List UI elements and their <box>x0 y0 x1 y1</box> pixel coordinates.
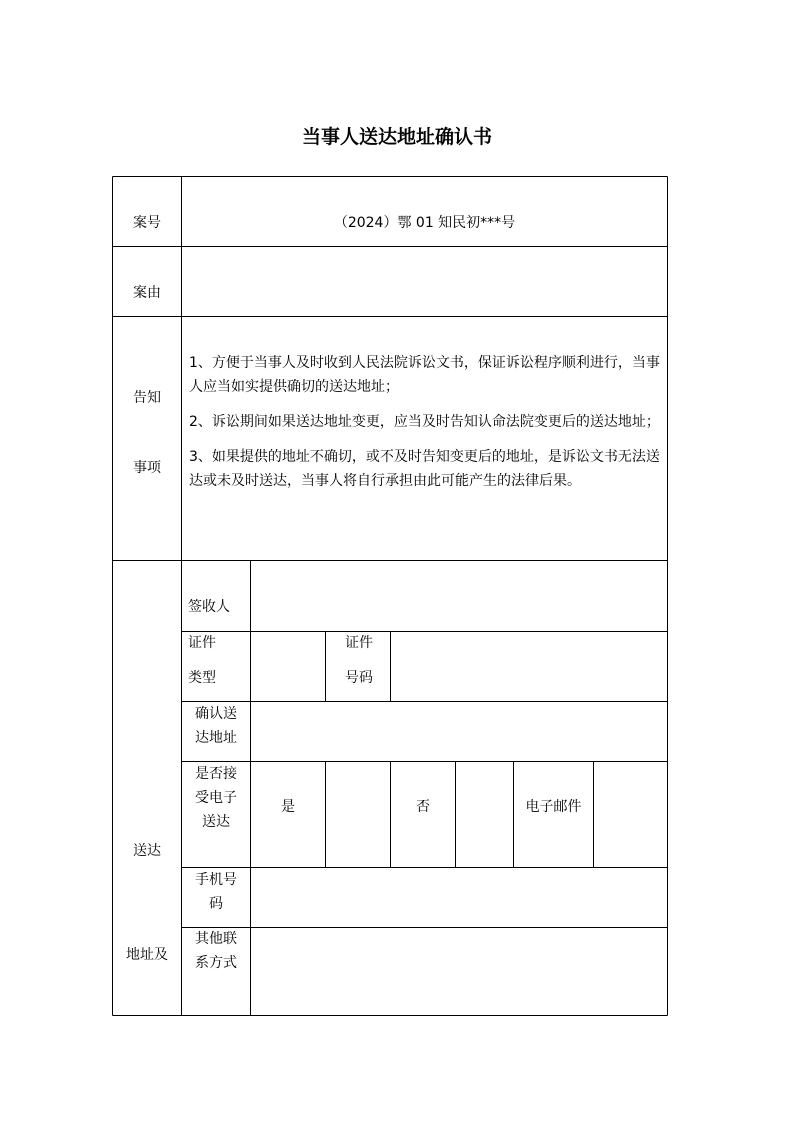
phone-label-line1: 手机号 <box>195 872 237 888</box>
electronic-service-label-line1: 是否接 <box>195 766 237 782</box>
notice-item-2: 2、诉讼期间如果送达地址变更，应当及时告知认命法院变更后的送达地址； <box>189 414 660 430</box>
electronic-no-label: 否 <box>416 799 430 815</box>
notice-label-line2: 事项 <box>133 460 161 476</box>
electronic-service-label-line2: 受电子 <box>195 790 237 806</box>
address-section-label-line2: 地址及 <box>126 947 168 963</box>
other-contact-label-line1: 其他联 <box>195 931 237 947</box>
case-number-value: （2024）鄂 01 知民初***号 <box>333 215 516 231</box>
address-section-label-line1: 送达 <box>133 843 161 859</box>
notice-item-3: 3、如果提供的地址不确切，或不及时告知变更后的地址，是诉讼文书无法送达或未及时送达，当事人将自行承担由此可能产生的法律后果。 <box>189 449 660 489</box>
electronic-yes-label: 是 <box>281 799 295 815</box>
id-number-label-line1: 证件 <box>345 635 373 651</box>
id-number-label-line2: 号码 <box>345 670 373 686</box>
confirm-address-label-line1: 确认送 <box>195 706 237 722</box>
phone-label-line2: 码 <box>209 896 223 912</box>
document-title: 当事人送达地址确认书 <box>301 126 492 148</box>
id-type-label-line1: 证件 <box>188 635 216 651</box>
case-number-label: 案号 <box>133 215 161 231</box>
id-type-label-line2: 类型 <box>188 670 216 686</box>
case-cause-label: 案由 <box>133 285 161 301</box>
electronic-service-label-line3: 送达 <box>202 814 230 830</box>
email-label: 电子邮件 <box>525 799 582 815</box>
confirm-address-label-line2: 达地址 <box>195 730 237 746</box>
notice-item-1: 1、方便于当事人及时收到人民法院诉讼文书，保证诉讼程序顺利进行，当事人应当如实提供确切的送达地址； <box>189 355 660 395</box>
other-contact-label-line2: 系方式 <box>195 955 237 971</box>
recipient-label: 签收人 <box>188 599 230 615</box>
notice-label-line1: 告知 <box>133 390 161 406</box>
